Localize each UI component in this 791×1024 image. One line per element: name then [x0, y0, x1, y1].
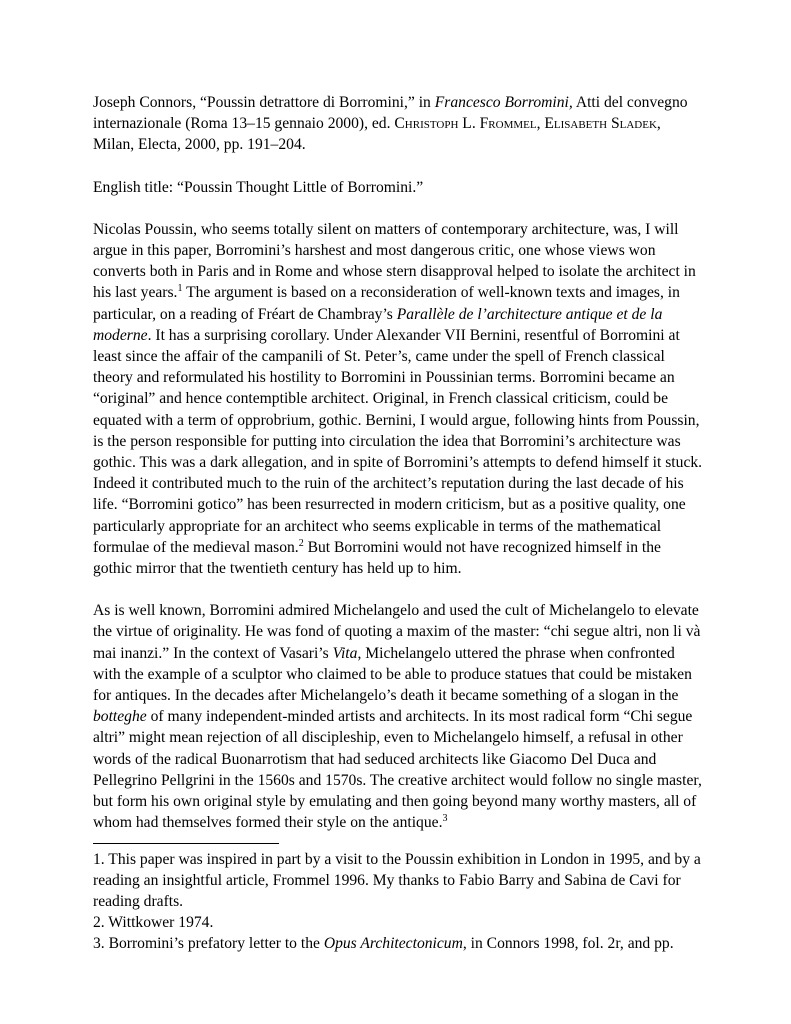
- paragraph-1-text-c: . It has a surprising corollary. Under Alexander VII Bernini, resentful of Borromini at least since the affair of the campanili of St. Peter’s, came under the spell of French classical theory and reformulated his hostility to Borromini in Poussinian terms. Borromini became an “original” and hence contemptible architect. Original, in French classical criticism, could be equated with a term of opprobrium, gothic. Bernini, I would argue, following hints from Poussin, is the person responsible for putting into circulation the idea that Borromini’s architecture was gothic. This was a dark allegation, and in spite of Borromini’s attempts to defend himself it stuck. Indeed it contributed much to the ruin of the architect’s reputation during the last decade of his life. “Borromini gotico” has been resurrected in modern criticism, but as a positive quality, one particularly appropriate for an architect who seems explicable in terms of the mathematical formulae of the medieval mason.: [93, 326, 703, 556]
- paragraph-2-text-b: , Michelangelo uttered the phrase when confronted with the example of a sculptor who claimed to be able to produce statues that could be mistaken for antiques. In the decades after Michelangelo’s death it became something of a slogan in the: [93, 644, 692, 705]
- paragraph-2-italic-botteghe: botteghe: [93, 708, 147, 726]
- document-page: [93, 92, 703, 955]
- paragraph-2-italic-vita: Vita: [332, 644, 358, 662]
- paragraph-1-italic-title: Parallèle de l’architecture antique et de la moderne: [93, 305, 663, 344]
- paragraph-2: [93, 600, 703, 833]
- paragraph-1-text-b: The argument is based on a reconsideration of well-known texts and images, in particular, on a reading of Fréart de Chambray’s: [93, 284, 680, 323]
- english-title: English title: “Poussin Thought Little of Borromini.”: [93, 178, 424, 196]
- citation-editor-1: Christoph L. Frommel: [394, 115, 537, 133]
- footnote-3-text-b: , in Connors 1998, fol. 2r, and pp.: [462, 935, 674, 953]
- paragraph-1: [93, 219, 703, 579]
- citation-in: in: [418, 94, 431, 111]
- citation-book-title: Francesco Borromini,: [434, 94, 573, 111]
- footnote-ref-3: 3: [442, 813, 448, 825]
- footnote-ref-2: 2: [298, 537, 304, 549]
- footnote-3-text-a: 3. Borromini’s prefatory letter to the: [93, 935, 324, 953]
- footnotes: [93, 849, 703, 955]
- paragraph-1-text-a: Nicolas Poussin, who seems totally silent on matters of contemporary architecture, was, I will argue in this paper, Borromini’s harshest and most dangerous critic, one whose views won converts both in Paris and in Rome and whose stern disapproval helped to isolate the architect in his last years.: [93, 220, 696, 302]
- paragraph-2-text-c: of many independent-minded artists and architects. In its most radical form “Chi segue altri” might mean rejection of all discipleship, even to Michelangelo himself, a refusal in other words of the radical Buonarrotism that had seduced architects like Giacomo Del Duca and Pellegrino Pellgrini in the 1560s and 1570s. The creative architect would follow no single master, but form his own original style by emulating and then going beyond many worthy masters, all of whom had themselves formed their style on the antique.: [93, 708, 702, 832]
- footnote-1: 1. This paper was inspired in part by a visit to the Poussin exhibition in London in 1995, and by a reading an insightful article, Frommel 1996. My thanks to Fabio Barry and Sabina de Cavi for reading drafts.: [93, 850, 701, 910]
- paragraph-2-text-a: As is well known, Borromini admired Michelangelo and used the cult of Michelangelo to elevate the virtue of originality. He was fond of quoting a maxim of the master: “chi segue altri, non li và mai inanzi.” In the context of Vasari’s: [93, 602, 701, 662]
- paragraph-1-text-d: But Borromini would not have recognized himself in the gothic mirror that the twentieth century has held up to him.: [93, 538, 661, 578]
- citation-proceedings: Atti del convegno internazionale (Roma 13–15 gennaio 2000), ed.: [93, 94, 688, 133]
- footnote-3-italic-title: Opus Architectonicum: [323, 935, 463, 953]
- footnote-divider: [93, 843, 279, 844]
- footnote-2: 2. Wittkower 1974.: [93, 914, 214, 932]
- footnote-3: [93, 933, 703, 954]
- citation-publisher: Milan, Electa, 2000, pp. 191–204.: [93, 136, 306, 154]
- citation-article-title: “Poussin detrattore di Borromini,”: [200, 94, 415, 111]
- footnote-ref-1: 1: [177, 283, 183, 295]
- citation: Joseph Connors, “Poussin detrattore di Borromini,” in Francesco Borromini, Atti del convegno internazionale (Roma 13–15 gennaio 2000), ed. Christoph L. Frommel, Elisabeth Sladek, Milan, Electa, 2000, pp. 191–204.: [93, 94, 688, 154]
- citation-author: Joseph Connors: [93, 94, 193, 111]
- citation-editor-2: Elisabeth Sladek: [544, 115, 657, 133]
